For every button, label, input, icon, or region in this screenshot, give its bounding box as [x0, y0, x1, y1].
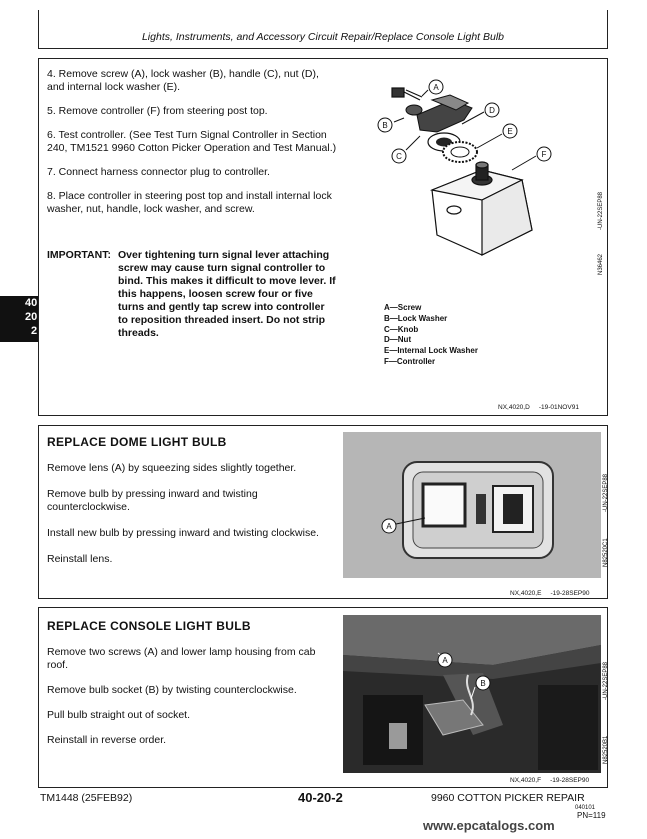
section1-ref: NX,4020,D -19-01NOV91 [498, 404, 579, 411]
console-step-4: Reinstall in reverse order. [47, 734, 167, 746]
dome-callout-a: A [386, 522, 392, 531]
fig1-code: N36462 [598, 253, 604, 275]
console-callout-b: B [480, 679, 486, 688]
legend-f: F—Controller [384, 356, 436, 366]
dome-light-title: REPLACE DOME LIGHT BULB [47, 435, 227, 449]
console-step-3: Pull bulb straight out of socket. [47, 709, 190, 721]
console-step-1: Remove two screws (A) and lower lamp housing from cab roof. [47, 646, 316, 671]
side-tab-line-2: 20 [25, 311, 38, 323]
dome-step-4: Reinstall lens. [47, 553, 113, 565]
header-rule-bottom [38, 48, 608, 49]
fig1-date: -UN-22SEP88 [598, 191, 604, 230]
legend-b: B—Lock Washer [384, 313, 448, 323]
watermark: www.epcatalogs.com [423, 818, 555, 833]
important-label: IMPORTANT: [47, 249, 111, 261]
section3-ref: NX,4020,F -19-28SEP90 [510, 777, 590, 784]
dome-step-2: Remove bulb by pressing inward and twisting counterclockwise. [47, 488, 258, 513]
console-callout-a: A [442, 656, 448, 665]
step-7: 7. Connect harness connector plug to controller. [47, 166, 270, 178]
step-4: 4. Remove screw (A), lock washer (B), handle (C), nut (D), and internal lock washer (E). [47, 68, 319, 93]
screw-part [392, 88, 422, 100]
controller-housing-part [432, 162, 532, 255]
legend-e: E—Internal Lock Washer [384, 346, 478, 356]
fig2-date: -UN-22SEP88 [603, 473, 609, 512]
console-step-2: Remove bulb socket (B) by twisting counterclockwise. [47, 684, 297, 696]
callout-a: A [433, 83, 439, 92]
step-6: 6. Test controller. (See Test Turn Signal Controller in Section 240, TM1521 9960 Cotton Picker Operation and Test Manual.) [47, 129, 337, 154]
legend-a: A—Screw [384, 303, 422, 312]
section2-ref: NX,4020,E -19-28SEP90 [510, 590, 590, 597]
fig3-date: -UN-22SEP88 [603, 661, 609, 700]
page-header-title: Lights, Instruments, and Accessory Circuit Repair/Replace Console Light Bulb [141, 31, 505, 43]
step-5: 5. Remove controller (F) from steering post top. [47, 105, 268, 117]
dome-step-3: Install new bulb by pressing inward and twisting clockwise. [47, 527, 319, 539]
callout-b: B [382, 121, 388, 130]
fig3-code: N82520B1 [603, 735, 609, 764]
footer-small-code: 040101 [575, 805, 596, 811]
legend-c: C—Knob [384, 324, 419, 334]
console-light-steps [47, 646, 322, 747]
callout-d: D [489, 106, 495, 115]
dome-light-photo [343, 432, 601, 578]
callout-c: C [396, 152, 402, 161]
controller-steps [47, 68, 337, 216]
footer-pn: PN=119 [577, 811, 606, 820]
callout-f: F [541, 150, 547, 159]
side-tab-line-3: 2 [31, 325, 38, 337]
side-tab-line-1: 40 [25, 297, 38, 309]
footer-page-number: 40-20-2 [298, 790, 343, 805]
footer-manual-id: TM1448 (25FEB92) [40, 792, 133, 804]
controller-exploded-diagram [372, 70, 602, 300]
dome-step-1: Remove lens (A) by squeezing sides slightly together. [47, 462, 297, 474]
parts-legend [384, 303, 478, 368]
legend-d: D—Nut [384, 335, 412, 345]
footer-manual-title: 9960 COTTON PICKER REPAIR [431, 792, 585, 804]
fig2-code: N82520C1 [603, 538, 609, 567]
dome-light-steps [47, 462, 327, 566]
important-text: Over tightening turn signal lever attaching screw may cause turn signal controller to bind. This makes it difficult to move lever. If this happens, loosen screw four or five turns and gently tap screw into controller to reposition threaded insert. Do not strip threads. [118, 249, 336, 339]
step-8: 8. Place controller in steering post top and install internal lock washer, nut, handle, lock washer, and screw. [47, 190, 332, 215]
console-light-title: REPLACE CONSOLE LIGHT BULB [47, 619, 251, 633]
console-light-photo [343, 615, 601, 773]
callout-e: E [507, 127, 513, 136]
internal-lock-washer-part [443, 142, 477, 162]
